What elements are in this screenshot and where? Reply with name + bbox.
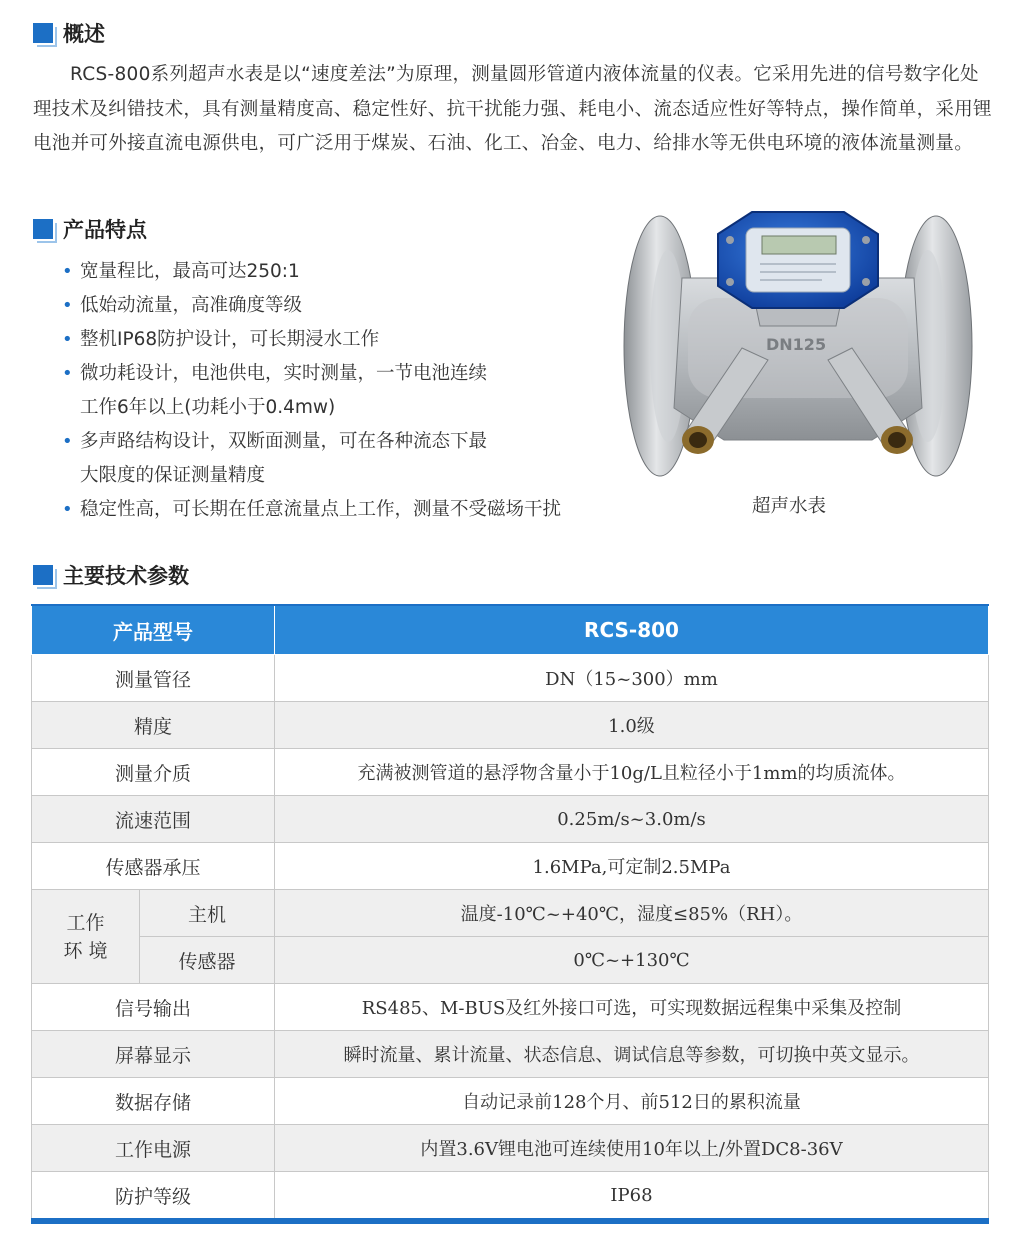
row-label: 传感器 bbox=[140, 937, 275, 984]
row-value: 内置3.6V锂电池可连续使用10年以上/外置DC8-36V bbox=[275, 1125, 989, 1172]
feature-item: • 宽量程比，最高可达250:1 bbox=[62, 255, 642, 289]
table-row bbox=[32, 1031, 989, 1078]
water-meter-image bbox=[622, 208, 974, 490]
feature-item: • 多声路结构设计，双断面测量，可在各种流态下最 大限度的保证测量精度 bbox=[62, 425, 642, 493]
header-value: RCS-800 bbox=[275, 605, 989, 655]
overview-heading bbox=[33, 18, 105, 48]
table-row bbox=[32, 1125, 989, 1172]
specs-title: 主要技术参数 bbox=[63, 564, 189, 588]
row-label: 数据存储 bbox=[32, 1078, 275, 1125]
row-value: RS485、M-BUS及红外接口可选，可实现数据远程集中采集及控制 bbox=[275, 984, 989, 1031]
table-row bbox=[32, 655, 989, 702]
row-label: 传感器承压 bbox=[32, 843, 275, 890]
row-label: 屏幕显示 bbox=[32, 1031, 275, 1078]
row-value: 充满被测管道的悬浮物含量小于10g/L且粒径小于1mm的均质流体。 bbox=[275, 749, 989, 796]
table-row bbox=[32, 937, 989, 984]
row-label: 主机 bbox=[140, 890, 275, 937]
features-title: 产品特点 bbox=[63, 218, 147, 242]
row-label: 工作电源 bbox=[32, 1125, 275, 1172]
table-row bbox=[32, 749, 989, 796]
feature-item: • 整机IP68防护设计，可长期浸水工作 bbox=[62, 323, 642, 357]
feature-list bbox=[62, 255, 642, 527]
row-label: 精度 bbox=[32, 702, 275, 749]
image-caption: 超声水表 bbox=[752, 496, 827, 517]
section-marker-icon bbox=[33, 23, 53, 43]
section-marker-icon bbox=[33, 219, 53, 239]
table-header-row bbox=[32, 605, 989, 655]
row-label: 测量管径 bbox=[32, 655, 275, 702]
section-marker-icon bbox=[33, 565, 53, 585]
header-label: 产品型号 bbox=[32, 605, 275, 655]
table-row bbox=[32, 702, 989, 749]
row-label: 防护等级 bbox=[32, 1172, 275, 1222]
row-value: 自动记录前128个月、前512日的累积流量 bbox=[275, 1078, 989, 1125]
row-value: 1.6MPa,可定制2.5MPa bbox=[275, 843, 989, 890]
table-row bbox=[32, 1172, 989, 1222]
row-value: 1.0级 bbox=[275, 702, 989, 749]
row-value: 瞬时流量、累计流量、状态信息、调试信息等参数，可切换中英文显示。 bbox=[275, 1031, 989, 1078]
row-value: IP68 bbox=[275, 1172, 989, 1222]
row-label: 信号输出 bbox=[32, 984, 275, 1031]
feature-item: • 微功耗设计，电池供电，实时测量，一节电池连续 工作6年以上(功耗小于0.4mw) bbox=[62, 357, 642, 425]
row-label: 测量介质 bbox=[32, 749, 275, 796]
row-value: 0℃~+130℃ bbox=[275, 937, 989, 984]
table-row bbox=[32, 984, 989, 1031]
env-group-label: 工作 环 境 bbox=[32, 890, 140, 984]
overview-paragraph: RCS-800系列超声水表是以“速度差法”为原理，测量圆形管道内液体流量的仪表。它采用先进的信号数字化处理技术及纠错技术，具有测量精度高、稳定性好、抗干扰能力强、耗电小、流态适应性好等特点，操作简单，采用锂电池并可外接直流电源供电，可广泛用于煤炭、石油、化工、冶金、电力、给排水等无供电环境的液体流量测量。 bbox=[33, 64, 992, 154]
feature-item: • 稳定性高，可长期在任意流量点上工作，测量不受磁场干扰 bbox=[62, 493, 642, 527]
row-value: DN（15~300）mm bbox=[275, 655, 989, 702]
pipe-marking: DN125 bbox=[766, 335, 827, 354]
row-label: 流速范围 bbox=[32, 796, 275, 843]
spec-table bbox=[31, 604, 989, 1224]
table-row bbox=[32, 843, 989, 890]
row-value: 温度-10℃~+40℃，湿度≤85%（RH）。 bbox=[275, 890, 989, 937]
row-value: 0.25m/s~3.0m/s bbox=[275, 796, 989, 843]
table-row bbox=[32, 890, 989, 937]
feature-item: • 低始动流量，高准确度等级 bbox=[62, 289, 642, 323]
features-heading bbox=[33, 214, 147, 244]
specs-heading bbox=[33, 560, 189, 590]
table-row bbox=[32, 796, 989, 843]
overview-title: 概述 bbox=[63, 22, 105, 46]
table-row bbox=[32, 1078, 989, 1125]
